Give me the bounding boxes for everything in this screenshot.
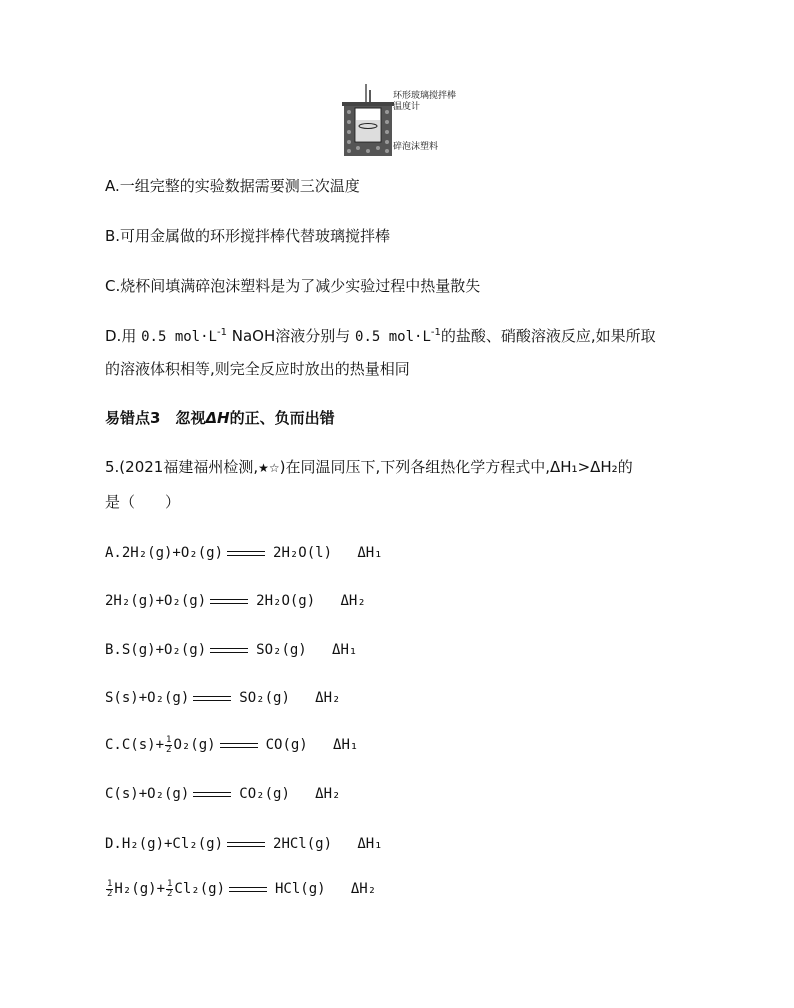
equation-c1: C.C(s)+ $\frac{1}{2}$ O₂(g) CO(g) ΔH₁	[105, 734, 359, 755]
equals-sign-icon	[227, 842, 265, 847]
equation-d1: D.H₂(g)+Cl₂(g) 2HCl(g) ΔH₁	[105, 836, 383, 852]
equals-sign-icon	[193, 792, 231, 797]
calorimeter-figure	[338, 82, 457, 164]
fraction-half: $\frac{1}{2}$	[107, 878, 113, 899]
equation-a2: 2H₂(g)+O₂(g) 2H₂O(g) ΔH₂	[105, 593, 366, 609]
equation-d2: $\frac{1}{2}$ H₂(g)+ $\frac{1}{2}$ Cl₂(g) HCl(g) ΔH₂	[107, 878, 377, 899]
fraction-half: $\frac{1}{2}$	[167, 878, 173, 899]
equals-sign-icon	[210, 599, 248, 604]
equals-sign-icon	[193, 696, 231, 701]
label-thermometer: 温度计	[393, 102, 421, 112]
difficulty-stars-icon: ★☆	[258, 461, 280, 475]
label-stirrer: 环形玻璃搅拌棒	[393, 91, 457, 101]
option-d-line1: D.用 0.5 $mol\cdot L^{-1}$ NaOH溶液分别与 0.5 $mol\cdot L^{-1}$的盐酸、硝酸溶液反应,如果所取	[105, 327, 656, 345]
option-d-line2: 的溶液体积相等,则完全反应时放出的热量相同	[105, 360, 410, 378]
calorimeter-diagram	[338, 82, 398, 160]
equals-sign-icon	[220, 743, 258, 748]
question-5-line2: 是（ ）	[105, 493, 181, 511]
option-c: C.烧杯间填满碎泡沫塑料是为了减少实验过程中热量散失	[105, 277, 481, 295]
option-a: A.一组完整的实验数据需要测三次温度	[105, 177, 360, 195]
section-heading: 易错点3 忽视ΔH的正、负而出错	[105, 409, 335, 427]
equation-c2: C(s)+O₂(g) CO₂(g) ΔH₂	[105, 786, 341, 802]
equals-sign-icon	[229, 887, 267, 892]
equation-a1: A.2H₂(g)+O₂(g) 2H₂O(l) ΔH₁	[105, 545, 383, 561]
label-foam: 碎泡沫塑料	[393, 142, 439, 152]
equals-sign-icon	[227, 551, 265, 556]
equation-b2: S(s)+O₂(g) SO₂(g) ΔH₂	[105, 690, 341, 706]
option-b: B.可用金属做的环形搅拌棒代替玻璃搅拌棒	[105, 227, 391, 245]
equals-sign-icon	[210, 648, 248, 653]
question-5-line1: 5.(2021福建福州检测,★☆)在同温同压下,下列各组热化学方程式中,ΔH₁>ΔH₂的	[105, 458, 633, 476]
fraction-half: $\frac{1}{2}$	[166, 734, 172, 755]
equation-b1: B.S(g)+O₂(g) SO₂(g) ΔH₁	[105, 642, 358, 658]
